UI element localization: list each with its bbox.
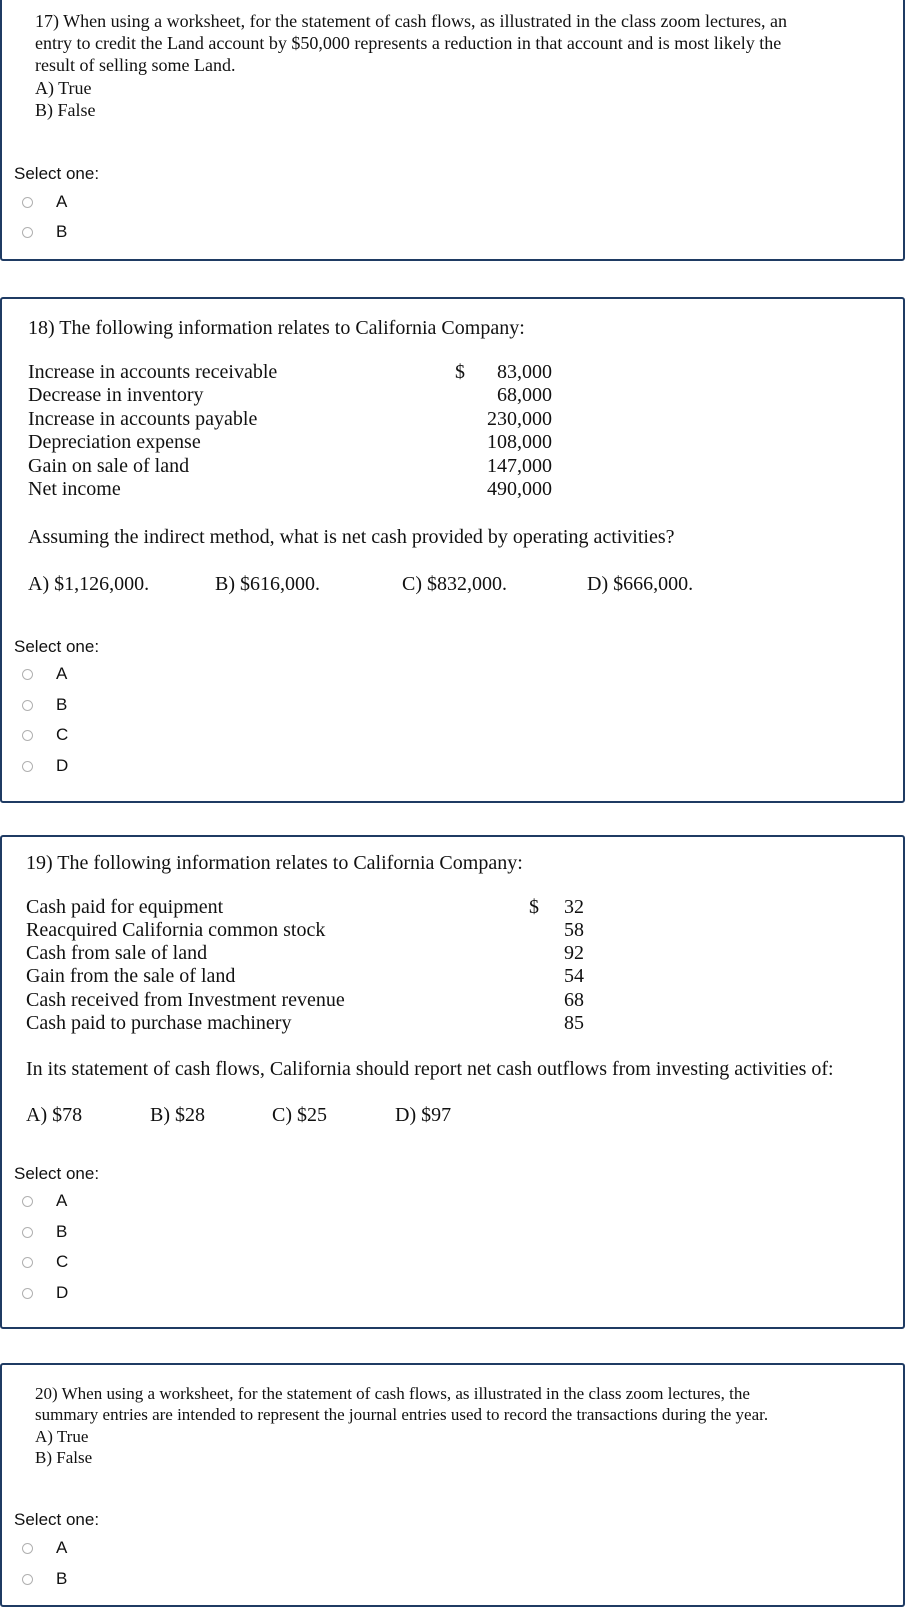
option-label: A — [56, 192, 68, 211]
radio-icon[interactable] — [22, 1543, 33, 1554]
q18-option-d[interactable] — [22, 754, 68, 778]
q19-answer-d: D) $97 — [395, 1104, 452, 1126]
question-18-card — [0, 297, 905, 803]
q20-option-a[interactable] — [22, 1536, 67, 1560]
option-label: C — [56, 1252, 69, 1271]
q20-select-one-label: Select one: — [14, 1510, 100, 1529]
q19-option-a[interactable] — [22, 1189, 67, 1213]
q18-option-a[interactable] — [22, 662, 67, 686]
q19-row-label: Cash from sale of land — [26, 942, 208, 964]
q18-row-label: Increase in accounts receivable — [28, 361, 278, 383]
q20-option-b[interactable] — [22, 1567, 67, 1591]
radio-icon[interactable] — [22, 730, 33, 741]
option-label: B — [56, 222, 68, 241]
q19-row-value: 54 — [564, 965, 584, 987]
q19-option-b[interactable] — [22, 1220, 67, 1244]
q18-answer-d: D) $666,000. — [587, 573, 694, 595]
option-label: D — [56, 1283, 69, 1302]
q18-row-value: 230,000 — [487, 408, 552, 430]
q18-row-value: 108,000 — [487, 431, 552, 453]
option-label: C — [56, 725, 69, 744]
q18-title: 18) The following information relates to California Company: — [28, 317, 525, 339]
question-19-card — [0, 835, 905, 1329]
radio-icon[interactable] — [22, 669, 33, 680]
radio-icon[interactable] — [22, 1227, 33, 1238]
q18-row-label: Gain on sale of land — [28, 455, 190, 477]
question-17-card — [0, 0, 905, 261]
q19-option-c[interactable] — [22, 1250, 68, 1274]
q18-row-value: 83,000 — [497, 361, 552, 383]
q17-option-a[interactable] — [22, 190, 67, 214]
q17-answer-a: A) True — [35, 78, 92, 98]
q19-option-d[interactable] — [22, 1281, 68, 1305]
q18-answer-c: C) $832,000. — [402, 573, 507, 595]
q19-row-label: Reacquired California common stock — [26, 919, 326, 941]
q18-question: Assuming the indirect method, what is net cash provided by operating activities? — [28, 526, 675, 548]
q19-title: 19) The following information relates to California Company: — [26, 852, 523, 874]
q19-row-value: 58 — [564, 919, 584, 941]
q18-currency-symbol: $ — [455, 361, 465, 383]
q20-text-line-1: 20) When using a worksheet, for the statement of cash flows, as illustrated in the class zoom lectures, the — [35, 1384, 750, 1403]
q19-answer-c: C) $25 — [272, 1104, 327, 1126]
option-label: B — [56, 1222, 68, 1241]
q19-row-label: Cash paid for equipment — [26, 896, 224, 918]
q20-text-line-2: summary entries are intended to represent the journal entries used to record the transactions during the year. — [35, 1405, 769, 1424]
q18-row-label: Increase in accounts payable — [28, 408, 258, 430]
q17-text-line-3: result of selling some Land. — [35, 55, 236, 75]
q19-row-value: 92 — [564, 942, 584, 964]
q19-row-label: Cash received from Investment revenue — [26, 989, 345, 1011]
option-label: D — [56, 756, 69, 775]
q19-row-label: Gain from the sale of land — [26, 965, 236, 987]
radio-icon[interactable] — [22, 1196, 33, 1207]
radio-icon[interactable] — [22, 1288, 33, 1299]
q18-row-value: 147,000 — [487, 455, 552, 477]
q18-row-label: Net income — [28, 478, 121, 500]
radio-icon[interactable] — [22, 1574, 33, 1585]
q18-row-value: 490,000 — [487, 478, 552, 500]
q20-answer-a: A) True — [35, 1427, 89, 1446]
q18-answer-a: A) $1,126,000. — [28, 573, 150, 595]
q17-text-line-1: 17) When using a worksheet, for the statement of cash flows, as illustrated in the class zoom lectures, an — [35, 11, 787, 31]
q18-option-b[interactable] — [22, 693, 67, 717]
q18-row-label: Decrease in inventory — [28, 384, 204, 406]
q17-option-b[interactable] — [22, 220, 67, 244]
radio-icon[interactable] — [22, 700, 33, 711]
q17-select-one-label: Select one: — [14, 164, 100, 183]
q18-option-c[interactable] — [22, 723, 68, 747]
q18-row-label: Depreciation expense — [28, 431, 201, 453]
q19-row-value: 85 — [564, 1012, 584, 1034]
question-20-card — [0, 1363, 905, 1607]
radio-icon[interactable] — [22, 1257, 33, 1268]
q18-select-one-label: Select one: — [14, 637, 100, 656]
q18-row-value: 68,000 — [497, 384, 552, 406]
q17-answer-b: B) False — [35, 100, 96, 120]
radio-icon[interactable] — [22, 761, 33, 772]
q20-answer-b: B) False — [35, 1448, 93, 1467]
q19-select-one-label: Select one: — [14, 1164, 100, 1183]
q19-row-label: Cash paid to purchase machinery — [26, 1012, 292, 1034]
radio-icon[interactable] — [22, 197, 33, 208]
option-label: A — [56, 1191, 68, 1210]
q19-row-value: 32 — [564, 896, 584, 918]
q19-answer-a: A) $78 — [26, 1104, 83, 1126]
q17-text-line-2: entry to credit the Land account by $50,000 represents a reduction in that account and is most likely the — [35, 33, 782, 53]
option-label: B — [56, 695, 68, 714]
option-label: B — [56, 1569, 68, 1588]
q18-answer-b: B) $616,000. — [215, 573, 320, 595]
q19-question: In its statement of cash flows, California should report net cash outflows from investing activities of: — [26, 1058, 834, 1080]
radio-icon[interactable] — [22, 227, 33, 238]
q19-answer-b: B) $28 — [150, 1104, 205, 1126]
option-label: A — [56, 664, 68, 683]
q19-currency-symbol: $ — [529, 896, 539, 918]
option-label: A — [56, 1538, 68, 1557]
q19-row-value: 68 — [564, 989, 584, 1011]
